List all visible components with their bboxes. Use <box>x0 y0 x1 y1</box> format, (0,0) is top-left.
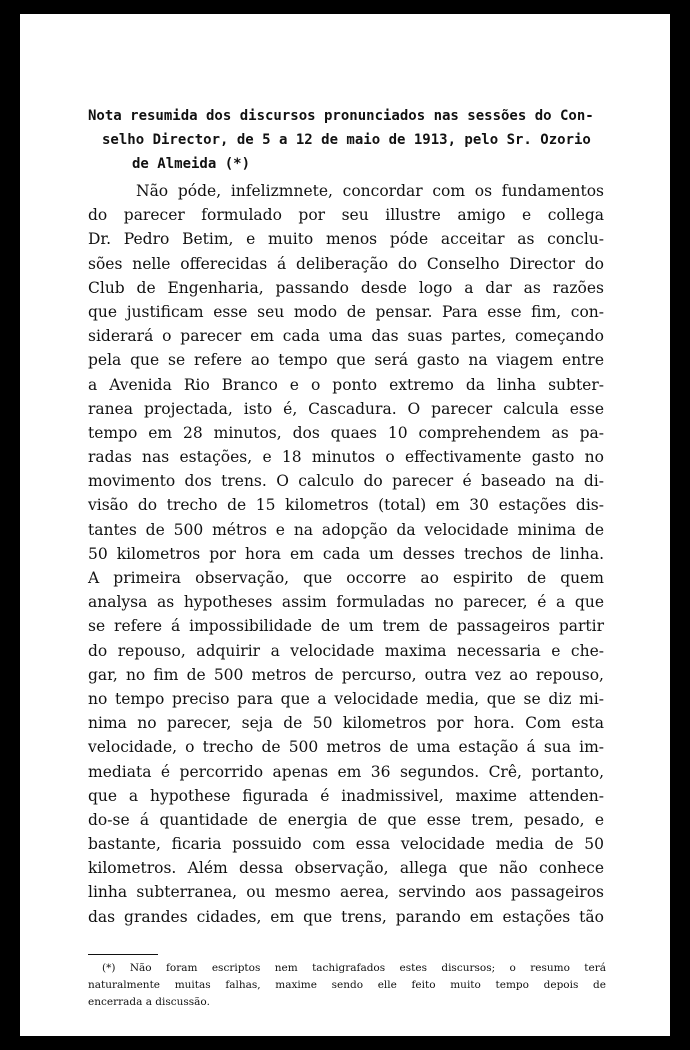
footnote <box>88 960 606 1011</box>
body-line: visão do trecho de 15 kilometros (total) em 30 estações dis- <box>88 496 604 515</box>
body-line: que justificam esse seu modo de pensar. Para esse fim, con- <box>88 302 604 321</box>
body-line: radas nas estações, e 18 minutos o effectivamente gasto no <box>88 448 604 467</box>
document-page <box>20 14 670 1036</box>
footnote-divider <box>88 954 158 955</box>
body-line: Dr. Pedro Betim, e muito menos póde acceitar as conclu- <box>88 230 604 249</box>
heading-line-1: Nota resumida dos discursos pronunciados nas sessões do Con- <box>88 108 594 124</box>
body-line: movimento dos trens. O calculo do parecer é baseado na di- <box>88 472 604 491</box>
body-line: Não póde, infelizmnete, concordar com os fundamentos <box>136 182 604 200</box>
body-line: se refere á impossibilidade de um trem de passageiros partir <box>88 617 604 636</box>
body-line: A primeira observação, que occorre ao espirito de quem <box>88 569 604 587</box>
body-line: sões nelle offerecidas á deliberação do Conselho Director do <box>88 254 604 273</box>
body-line: analysa as hypotheses assim formuladas no parecer, é a que <box>88 593 604 612</box>
body-line: pela que se refere ao tempo que será gasto na viagem entre <box>88 351 604 370</box>
body-line: das grandes cidades, em que trens, parando em estações tão <box>88 907 604 926</box>
body-line: no tempo preciso para que a velocidade media, que se diz mi- <box>88 689 604 708</box>
body-line: tantes de 500 métros e na adopção da velocidade minima de <box>88 520 604 539</box>
body-line: que a hypothese figurada é inadmissivel, maxime attenden- <box>88 786 604 805</box>
body-line: a Avenida Rio Branco e o ponto extremo da linha subter- <box>88 375 604 394</box>
body-line: siderará o parecer em cada uma das suas partes, começando <box>88 327 604 346</box>
body-line: velocidade, o trecho de 500 metros de uma estação á sua im- <box>88 738 604 757</box>
body-line: linha subterranea, ou mesmo aerea, servindo aos passageiros <box>88 883 604 902</box>
body-line: Club de Engenharia, passando desde logo a dar as razões <box>88 278 604 297</box>
body-line: gar, no fim de 500 metros de percurso, outra vez ao repouso, <box>88 665 604 684</box>
body-line: do repouso, adquirir a velocidade maxima necessaria e che- <box>88 641 604 660</box>
body-line: do-se á quantidade de energia de que esse trem, pesado, e <box>88 810 604 829</box>
footnote-line: naturalmente muitas falhas, maxime sendo elle feito muito tempo depois de <box>88 979 606 991</box>
body-line: ranea projectada, isto é, Cascadura. O parecer calcula esse <box>88 399 604 418</box>
body-paragraph <box>88 179 604 929</box>
heading-line-2: selho Director, de 5 a 12 de maio de 1913, pelo Sr. Ozorio <box>102 132 591 148</box>
body-line: kilometros. Além dessa observação, allega que não conhece <box>88 859 604 878</box>
body-line: do parecer formulado por seu illustre amigo e collega <box>88 206 604 225</box>
body-line: tempo em 28 minutos, dos quaes 10 comprehendem as pa- <box>88 423 604 442</box>
heading-line-3: de Almeida (*) <box>132 156 251 172</box>
body-line: mediata é percorrido apenas em 36 segundos. Crê, portanto, <box>88 762 604 781</box>
body-line: nima no parecer, seja de 50 kilometros por hora. Com esta <box>88 714 604 733</box>
page-heading <box>88 104 594 176</box>
body-line: 50 kilometros por hora em cada um desses trechos de linha. <box>88 544 604 563</box>
footnote-line: encerrada a discussão. <box>88 996 210 1008</box>
footnote-line: (*) Não foram escriptos nem tachigrafados estes discursos; o resumo terá <box>102 962 606 974</box>
body-line: bastante, ficaria possuido com essa velocidade media de 50 <box>88 835 604 854</box>
